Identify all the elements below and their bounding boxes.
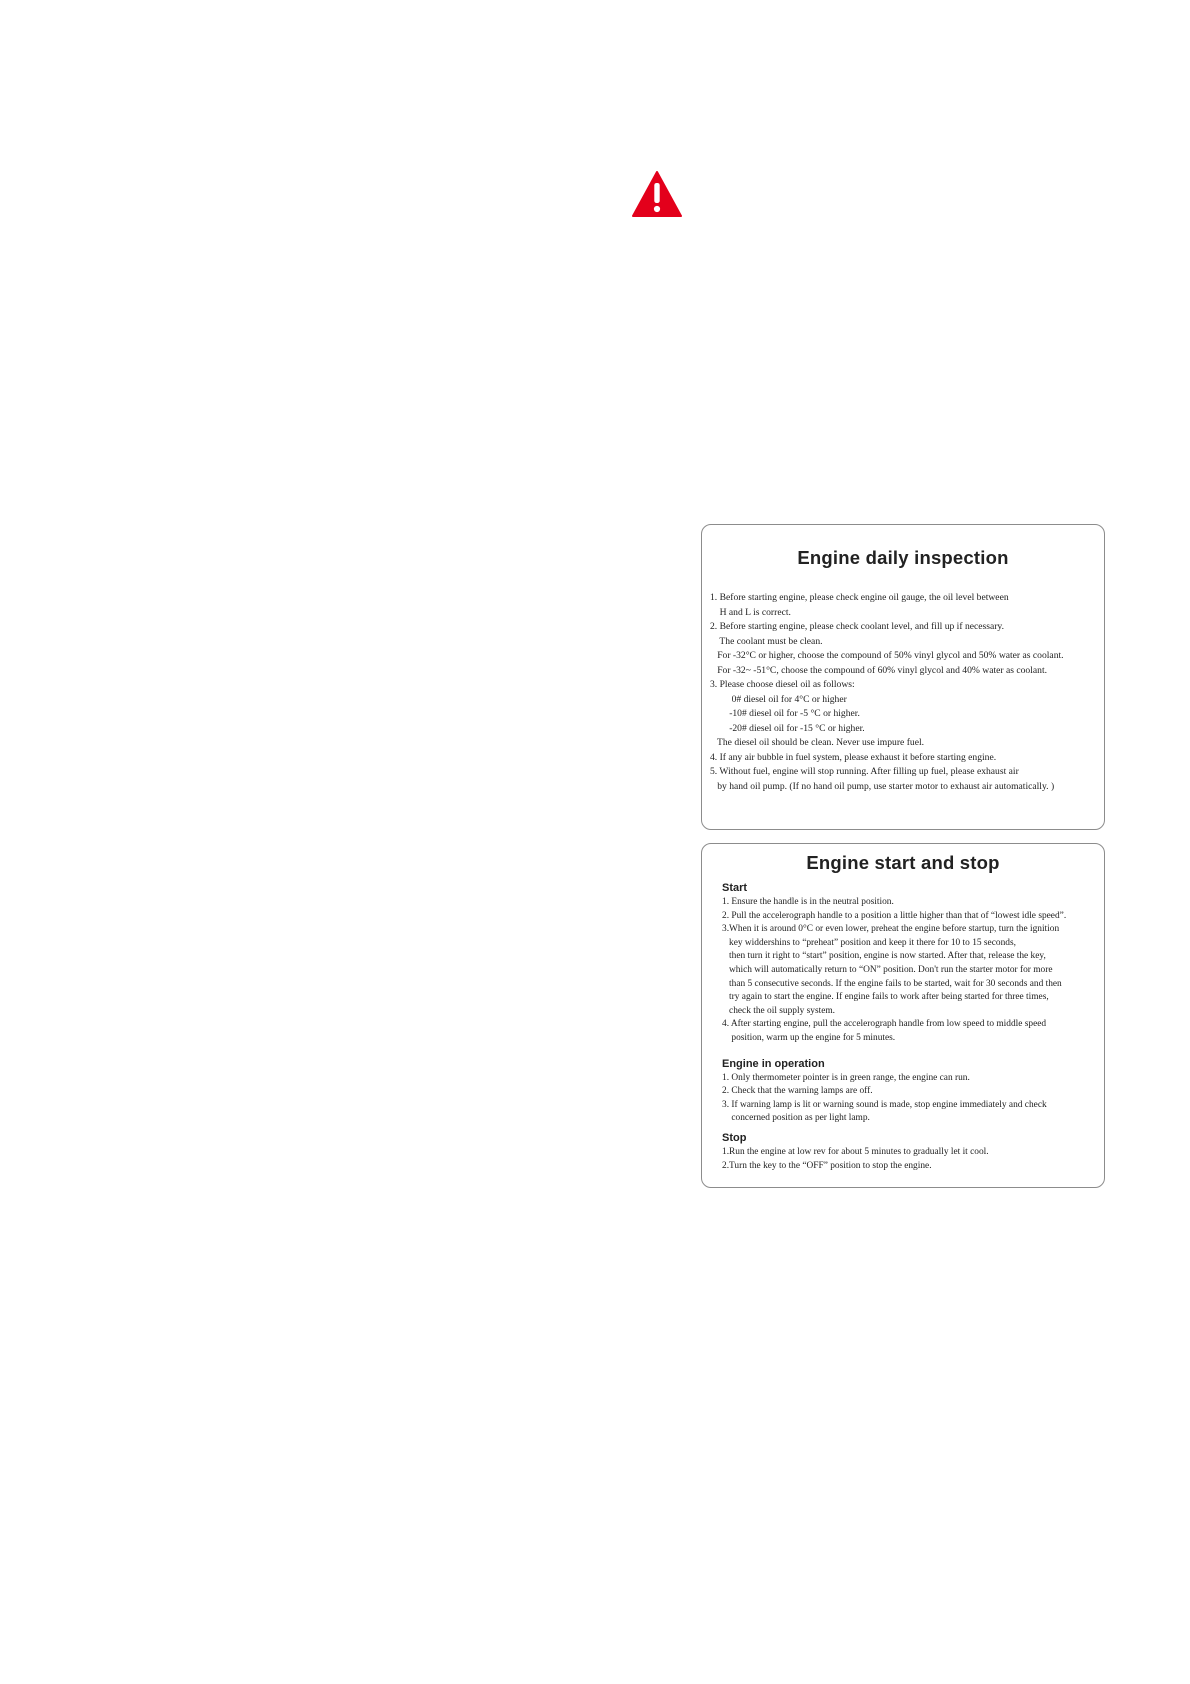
- inspection-line: The coolant must be clean.: [710, 635, 823, 647]
- inspection-lines: [702, 591, 1104, 794]
- start-line: key widdershins to “preheat” position and keep it there for 10 to 15 seconds,: [722, 937, 1016, 948]
- inspection-line: For -32~ -51°C, choose the compound of 60% vinyl glycol and 40% water as coolant.: [710, 664, 1048, 676]
- inspection-line: For -32°C or higher, choose the compound of 50% vinyl glycol and 50% water as coolant.: [710, 650, 1064, 661]
- startstop-title: Engine start and stop: [806, 852, 1000, 873]
- operation-line: concerned position as per light lamp.: [722, 1113, 870, 1124]
- start-line: 1. Ensure the handle is in the neutral position.: [722, 897, 894, 907]
- start-lines: [722, 896, 1104, 1046]
- inspection-line: 3. Please choose diesel oil as follows:: [710, 679, 855, 690]
- inspection-line: H and L is correct.: [710, 606, 791, 618]
- start-line: position, warm up the engine for 5 minutes.: [722, 1032, 896, 1043]
- operation-line: 2. Check that the warning lamps are off.: [722, 1086, 873, 1097]
- inspection-line: 1. Before starting engine, please check engine oil gauge, the oil level between: [710, 592, 1009, 603]
- start-line: 2. Pull the accelerograph handle to a position a little higher than that of “lowest idle speed”.: [722, 910, 1067, 921]
- operation-line: 1. Only thermometer pointer is in green range, the engine can run.: [722, 1072, 970, 1083]
- operation-line: 3. If warning lamp is lit or warning sound is made, stop engine immediately and check: [722, 1099, 1047, 1110]
- inspection-line: 5. Without fuel, engine will stop running. After filling up fuel, please exhaust air: [710, 766, 1019, 777]
- stop-line: 2.Turn the key to the “OFF” position to stop the engine.: [722, 1160, 932, 1171]
- start-line: which will automatically return to “ON” position. Don't run the starter motor for more: [722, 964, 1053, 975]
- stop-line: 1.Run the engine at low rev for about 5 minutes to gradually let it cool.: [722, 1146, 989, 1157]
- inspection-line: -20# diesel oil for -15 °C or higher.: [710, 722, 865, 734]
- inspection-line: 0# diesel oil for 4°C or higher: [710, 693, 847, 705]
- start-line: 4. After starting engine, pull the accelerograph handle from low speed to middle speed: [722, 1019, 1047, 1030]
- inspection-line: 4. If any air bubble in fuel system, please exhaust it before starting engine.: [710, 751, 997, 763]
- inspection-line: by hand oil pump. (If no hand oil pump, use starter motor to exhaust air automatically. ): [710, 780, 1055, 792]
- engine-daily-inspection-panel: [701, 524, 1105, 830]
- inspection-title: Engine daily inspection: [797, 547, 1009, 568]
- start-line: 3.When it is around 0°C or even lower, preheat the engine before startup, turn the ignition: [722, 924, 1060, 935]
- start-line: then turn it right to “start” position, engine is now started. After that, release the key,: [722, 951, 1046, 962]
- stop-lines: [722, 1146, 1104, 1173]
- start-heading: Start: [722, 882, 748, 894]
- start-line: check the oil supply system.: [722, 1005, 836, 1016]
- start-line: than 5 consecutive seconds. If the engine fails to be started, wait for 30 seconds and then: [722, 978, 1062, 989]
- inspection-line: 2. Before starting engine, please check coolant level, and fill up if necessary.: [710, 621, 1005, 632]
- start-line: try again to start the engine. If engine fails to work after being started for three times,: [722, 992, 1049, 1003]
- stop-heading: Stop: [722, 1131, 747, 1144]
- operation-lines: [722, 1072, 1104, 1126]
- inspection-line: -10# diesel oil for -5 °C or higher.: [710, 708, 860, 719]
- operation-heading: Engine in operation: [722, 1057, 825, 1070]
- engine-start-stop-panel: [701, 843, 1105, 1188]
- inspection-line: The diesel oil should be clean. Never use impure fuel.: [710, 737, 925, 748]
- warning-triangle-icon: [631, 170, 683, 218]
